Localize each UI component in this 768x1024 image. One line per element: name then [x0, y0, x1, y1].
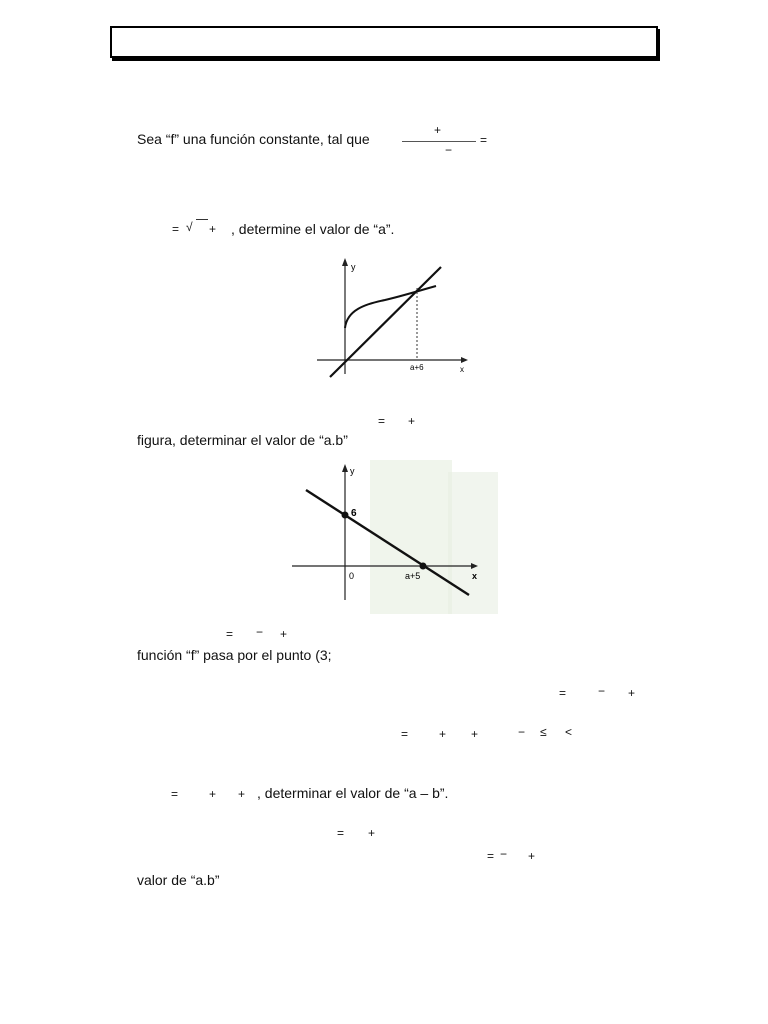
- watermark-left: [370, 460, 452, 614]
- radical-sign: √: [186, 220, 193, 234]
- equals-sign: =: [172, 222, 180, 236]
- fraction-bar: [402, 141, 476, 142]
- graph-2-y-intercept-point: [342, 512, 349, 519]
- plus-sign: +: [209, 222, 217, 236]
- equals-sign: =: [226, 627, 234, 641]
- problem-1-text: Sea “f” una función constante, tal que: [137, 131, 370, 147]
- problem-3-text: figura, determinar el valor de “a.b”: [137, 432, 348, 448]
- minus-sign: −: [518, 725, 526, 739]
- problem-7-text: , determinar el valor de “a – b”.: [257, 785, 449, 801]
- graph-1-x-arrow: [461, 357, 468, 363]
- plus-sign: +: [209, 787, 217, 801]
- plus-sign: +: [368, 826, 376, 840]
- graph-2: [288, 458, 500, 616]
- leq-sign: ≤: [540, 725, 547, 739]
- equals-sign: =: [559, 686, 567, 700]
- equals-sign: =: [487, 849, 495, 863]
- plus-sign: +: [238, 787, 246, 801]
- radical-bar: [196, 219, 208, 220]
- graph-2-x-intercept-point: [420, 563, 427, 570]
- plus-sign: +: [528, 849, 536, 863]
- minus-sign: −: [598, 684, 606, 698]
- graph-1: [310, 252, 476, 382]
- graph-2-x-label: x: [472, 571, 478, 581]
- equals-sign: =: [480, 133, 488, 147]
- lt-sign: <: [565, 725, 573, 739]
- plus-sign: +: [280, 627, 288, 641]
- equals-sign: =: [171, 787, 179, 801]
- graph-2-origin-label: 0: [349, 571, 355, 581]
- minus-sign: −: [256, 625, 264, 639]
- problem-2-text: , determine el valor de “a”.: [231, 221, 395, 237]
- plus-sign: +: [439, 727, 447, 741]
- plus-sign: +: [471, 727, 479, 741]
- graph-2-y-intercept-label: 6: [351, 508, 357, 519]
- equals-sign: =: [401, 727, 409, 741]
- graph-2-y-label: y: [350, 466, 355, 476]
- plus-sign: +: [628, 686, 636, 700]
- problem-4-text: función “f” pasa por el punto (3;: [137, 647, 332, 663]
- equals-sign: =: [337, 826, 345, 840]
- graph-2-y-arrow: [342, 464, 348, 472]
- title-box: [110, 26, 658, 58]
- plus-sign: +: [408, 414, 416, 428]
- graph-1-point-label: a+6: [410, 363, 424, 372]
- fraction-numerator: +: [434, 123, 442, 137]
- fraction-denominator: −: [445, 143, 453, 157]
- graph-2-point-label: a+5: [405, 571, 421, 581]
- graph-1-y-label: y: [351, 262, 356, 272]
- graph-1-curve: [345, 286, 436, 328]
- graph-1-x-label: x: [460, 365, 464, 374]
- graph-1-y-arrow: [342, 258, 348, 266]
- minus-sign: −: [500, 847, 508, 861]
- watermark-right: [448, 472, 498, 614]
- equals-sign: =: [378, 414, 386, 428]
- problem-9-text: valor de “a.b”: [137, 872, 220, 888]
